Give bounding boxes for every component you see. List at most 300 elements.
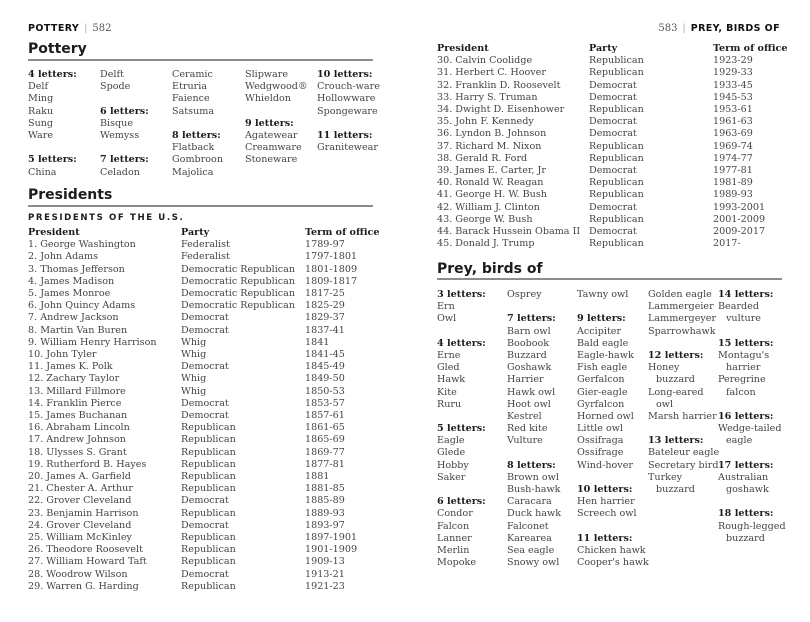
word-column [245,69,308,167]
word-column [718,289,786,545]
party: Democrat [181,361,229,373]
party: Democratic Republican [181,275,296,287]
running-head-right [658,23,780,34]
table-row [28,386,379,398]
president-name: 24. Grover Cleveland [28,519,132,531]
pottery-word-list [28,69,380,179]
party: Whig [181,336,207,348]
party: Democrat [181,324,229,336]
word-entry: Eagle [437,435,465,447]
president-name: 18. Ulysses S. Grant [28,446,127,458]
presidents-table-header [28,227,379,239]
term-of-office: 1981-89 [713,177,753,189]
president-name: 15. James Buchanan [28,410,128,422]
term-of-office: 1850-53 [305,385,345,397]
spacer [172,118,223,130]
word-entry: Hen harrier [577,496,635,508]
word-entry: Faience [172,93,210,105]
party: Democrat [589,116,637,128]
word-column [100,69,149,179]
word-entry: buzzard [656,484,695,495]
word-entry: buzzard [726,532,765,544]
word-entry: Secretary bird [648,459,719,471]
president-name: 33. Harry S. Truman [437,91,538,103]
word-entry: Falconet [507,520,549,532]
word-entry: Wedge-tailed [718,423,782,435]
party: Democratic Republican [181,288,296,300]
president-name: 17. Andrew Johnson [28,434,126,446]
word-entry: Gombroon [172,154,223,166]
party: Democrat [181,568,229,580]
word-entry: Delf [28,81,48,93]
word-entry: Tawny owl [577,289,629,300]
word-entry: Caracara [507,496,552,508]
word-entry: goshawk [726,484,769,495]
party: Democrat [589,165,637,177]
table-row [28,459,379,471]
party: Democrat [181,495,229,507]
running-head-left [28,23,111,34]
table-row [437,189,787,201]
table-row [437,177,787,189]
page-number: 582 [92,23,112,34]
president-name: 21. Chester A. Arthur [28,483,133,495]
word-entry: Sparrowhawk [648,325,716,337]
party: Democrat [589,201,637,213]
table-row [28,361,379,373]
word-entry: Ossifrage [577,447,624,459]
party: Democrat [589,226,637,238]
spacer [317,118,380,130]
letter-count-heading: 6 letters: [100,105,149,117]
term-of-office: 1861-65 [305,422,345,434]
word-entry: Montagu's [718,349,770,361]
table-row [28,569,379,581]
party: Democrat [181,410,229,422]
party: Republican [589,140,644,152]
table-row [28,544,379,556]
party: Republican [181,556,236,568]
column-header-president: President [28,227,80,238]
prey-birds-word-list [437,289,787,579]
word-entry: Mopoke [437,557,477,569]
word-entry: Brown owl [507,471,559,483]
table-row [28,520,379,532]
president-name: 23. Benjamin Harrison [28,507,139,519]
word-entry: Gier-eagle [577,386,628,398]
word-entry: Ruru [437,398,462,410]
table-row [437,238,787,250]
spacer [718,399,786,411]
pottery-rule [28,59,373,61]
party: Republican [589,55,644,67]
term-of-office: 1881-85 [305,483,345,495]
presidents-rule [28,205,373,207]
word-entry: buzzard [656,374,695,386]
word-column [172,69,223,179]
table-row [437,165,787,177]
president-name: 12. Zachary Taylor [28,373,120,385]
term-of-office: 1837-41 [305,324,345,336]
party: Republican [589,238,644,250]
word-entry: Saker [437,471,466,483]
table-row [28,300,379,312]
letter-count-heading: 13 letters: [648,435,704,447]
party: Republican [181,422,236,434]
table-row [437,55,787,67]
table-row [437,226,787,238]
column-header-party: Party [181,227,210,238]
term-of-office: 1825-29 [305,300,345,312]
word-entry: Erne [437,349,461,361]
party: Democrat [181,312,229,324]
term-of-office: 1809-1817 [305,275,358,287]
party: Republican [181,471,236,483]
term-of-office: 1881 [305,471,330,483]
pottery-title: Pottery [28,41,87,57]
word-entry: Wedgwood® [245,81,308,93]
spacer [718,496,786,508]
word-entry: Slipware [245,69,289,80]
word-entry: Honey [648,362,680,374]
word-entry: Lammergeyer [648,313,717,325]
letter-count-heading: 5 letters: [28,154,77,166]
word-entry: Boobook [507,337,550,349]
presidents-subtitle: PRESIDENTS OF THE U.S. [28,213,185,223]
president-name: 3. Thomas Jefferson [28,263,125,275]
letter-count-heading: 16 letters: [718,410,774,422]
word-entry: Glede [437,447,466,459]
running-head-section: PREY, BIRDS OF [690,23,780,34]
term-of-office: 1945-53 [713,91,753,103]
word-entry: Raku [28,105,54,117]
word-entry: Turkey [648,471,683,483]
spacer [648,338,719,350]
term-of-office: 2017- [713,238,741,250]
word-column [648,289,719,496]
word-entry: Horned owl [577,410,634,422]
table-row [437,116,787,128]
term-of-office: 1797-1801 [305,251,358,263]
letter-count-heading: 10 letters: [317,69,373,80]
party: Democrat [589,79,637,91]
word-entry: Whieldon [245,93,291,105]
term-of-office: 1853-57 [305,397,345,409]
president-name: 42. William J. Clinton [437,201,540,213]
word-entry: Rough-legged [718,520,786,532]
president-name: 8. Martin Van Buren [28,324,128,336]
table-row [437,67,787,79]
table-row [437,153,787,165]
term-of-office: 1801-1809 [305,263,358,275]
president-name: 29. Warren G. Harding [28,580,139,592]
president-name: 20. James A. Garfield [28,471,131,483]
word-entry: Ossifraga [577,435,624,447]
letter-count-heading: 11 letters: [577,532,633,544]
president-name: 31. Herbert C. Hoover [437,67,546,79]
column-header-term: Term of office [305,227,380,238]
president-name: 45. Donald J. Trump [437,238,535,250]
term-of-office: 1977-81 [713,165,753,177]
word-entry: Lanner [437,532,472,544]
table-row [28,337,379,349]
right-page [405,0,810,622]
word-entry: Kestrel [507,410,542,422]
prey-birds-rule [437,278,782,280]
spacer [577,521,649,533]
table-row [28,251,379,263]
party: Republican [181,446,236,458]
letter-count-heading: 7 letters: [507,313,556,325]
word-entry: owl [656,398,674,410]
table-row [28,556,379,568]
letter-count-heading: 4 letters: [28,69,77,80]
president-name: 16. Abraham Lincoln [28,422,130,434]
term-of-office: 1865-69 [305,434,345,446]
party: Federalist [181,239,230,251]
president-name: 28. Woodrow Wilson [28,568,128,580]
table-row [28,398,379,410]
president-name: 38. Gerald R. Ford [437,152,528,164]
president-name: 35. John F. Kennedy [437,116,534,128]
table-row [437,128,787,140]
letter-count-heading: 6 letters: [437,496,486,508]
party: Democrat [589,91,637,103]
term-of-office: 1913-21 [305,568,345,580]
president-name: 30. Calvin Coolidge [437,55,533,67]
word-entry: Satsuma [172,105,215,117]
president-name: 44. Barack Hussein Obama II [437,226,581,238]
table-row [437,141,787,153]
letter-count-heading: 14 letters: [718,289,774,300]
term-of-office: 1989-93 [713,189,753,201]
table-row [28,508,379,520]
word-entry: Crouch-ware [317,81,380,93]
president-name: 34. Dwight D. Eisenhower [437,104,565,116]
table-row [28,239,379,251]
word-entry: Chicken hawk [577,544,646,556]
word-entry: Wemyss [100,129,140,141]
spacer [577,472,649,484]
president-name: 39. James E. Carter, Jr [437,165,546,177]
president-name: 19. Rutherford B. Hayes [28,458,147,470]
president-name: 11. James K. Polk [28,361,113,373]
term-of-office: 1909-13 [305,556,345,568]
term-of-office: 1901-1909 [305,544,358,556]
word-entry: Sea eagle [507,544,555,556]
party: Republican [181,544,236,556]
word-entry: China [28,166,57,178]
term-of-office: 1921-23 [305,580,345,592]
column-header-term: Term of office [713,43,788,54]
word-entry: falcon [726,386,756,398]
word-entry: Hawk owl [507,386,556,398]
letter-count-heading: 11 letters: [317,129,373,141]
word-entry: Duck hawk [507,508,562,520]
word-entry: Condor [437,508,473,520]
term-of-office: 1893-97 [305,519,345,531]
word-entry: Spode [100,81,131,93]
term-of-office: 1974-77 [713,152,753,164]
term-of-office: 2001-2009 [713,213,766,225]
word-entry: Screech owl [577,508,637,520]
term-of-office: 1789-97 [305,239,345,251]
party: Republican [589,177,644,189]
word-entry: Ware [28,129,54,141]
word-entry: Goshawk [507,362,552,374]
spacer [28,142,77,154]
term-of-office: 1869-77 [305,446,345,458]
prey-birds-title: Prey, birds of [437,261,543,277]
word-entry: Bateleur eagle [648,447,720,459]
word-column [577,289,649,569]
president-name: 43. George W. Bush [437,213,533,225]
word-entry: Peregrine [718,374,766,386]
word-entry: Fish eagle [577,362,628,374]
letter-count-heading: 8 letters: [507,459,556,471]
word-column [28,69,77,179]
letter-count-heading: 3 letters: [437,289,486,300]
letter-count-heading: 8 letters: [172,129,221,141]
presidents-table-header [437,43,787,55]
president-name: 37. Richard M. Nixon [437,140,542,152]
letter-count-heading: 4 letters: [437,337,486,349]
party: Democrat [181,519,229,531]
table-row [28,495,379,507]
table-row [437,80,787,92]
word-entry: Vulture [507,435,543,447]
term-of-office: 1845-49 [305,361,345,373]
party: Republican [181,507,236,519]
table-row [437,92,787,104]
word-entry: Marsh harrier [648,410,717,422]
president-name: 5. James Monroe [28,288,111,300]
table-row [437,202,787,214]
term-of-office: 1829-37 [305,312,345,324]
word-entry: Hawk [437,374,466,386]
presidents-table [28,227,379,593]
letter-count-heading: 5 letters: [437,423,486,435]
word-entry: Barn owl [507,325,551,337]
word-entry: Granitewear [317,142,378,154]
term-of-office: 1993-2001 [713,201,766,213]
running-head-separator: | [84,23,88,34]
term-of-office: 1953-61 [713,104,753,116]
word-entry: Kite [437,386,457,398]
party: Republican [589,189,644,201]
word-entry: Buzzard [507,349,547,361]
party: Democrat [589,128,637,140]
term-of-office: 1969-74 [713,140,753,152]
table-row [28,410,379,422]
party: Republican [181,458,236,470]
word-entry: Harrier [507,374,544,386]
table-row [28,581,379,593]
table-row [28,312,379,324]
word-entry: Accipiter [577,325,622,337]
word-entry: Stoneware [245,154,298,166]
president-name: 41. George H. W. Bush [437,189,547,201]
term-of-office: 1841-45 [305,349,345,361]
president-name: 27. William Howard Taft [28,556,147,568]
word-column [437,289,486,569]
term-of-office: 1923-29 [713,55,753,67]
table-row [28,447,379,459]
word-entry: Eagle-hawk [577,349,634,361]
word-entry: Red kite [507,423,548,435]
party: Republican [181,580,236,592]
letter-count-heading: 18 letters: [718,508,774,520]
president-name: 25. William McKinley [28,532,132,544]
word-entry: Cooper's hawk [577,557,649,569]
table-row [28,434,379,446]
spacer [507,447,561,459]
word-entry: Lammergeier [648,301,714,313]
spacer [437,484,486,496]
party: Whig [181,385,207,397]
word-entry: Hollowware [317,93,376,105]
term-of-office: 1841 [305,336,330,348]
term-of-office: 1885-89 [305,495,345,507]
word-entry: Golden eagle [648,289,712,300]
word-entry: Spongeware [317,105,378,117]
letter-count-heading: 7 letters: [100,154,149,166]
word-entry: Falcon [437,520,470,532]
page-number: 583 [658,23,678,34]
word-entry: Etruria [172,81,207,93]
spacer [245,106,308,118]
word-entry: Flatback [172,142,215,154]
president-name: 9. William Henry Harrison [28,336,157,348]
president-name: 2. John Adams [28,251,99,263]
letter-count-heading: 17 letters: [718,459,774,471]
president-name: 6. John Quincy Adams [28,300,136,312]
column-header-president: President [437,43,489,54]
party: Whig [181,349,207,361]
party: Federalist [181,251,230,263]
word-entry: vulture [726,313,761,325]
word-entry: Bearded [718,301,759,313]
table-row [437,214,787,226]
presidents-title: Presidents [28,187,113,203]
party: Democratic Republican [181,263,296,275]
letter-count-heading: 9 letters: [577,313,626,325]
table-row [28,288,379,300]
table-row [28,325,379,337]
party: Republican [589,152,644,164]
table-row [28,349,379,361]
word-entry: Celadon [100,166,140,178]
spacer [577,301,649,313]
word-entry: Gyrfalcon [577,398,625,410]
word-entry: Gled [437,362,460,374]
term-of-office: 2009-2017 [713,226,766,238]
term-of-office: 1963-69 [713,128,753,140]
term-of-office: 1877-81 [305,458,345,470]
word-entry: Bald eagle [577,337,629,349]
president-name: 14. Franklin Pierce [28,397,122,409]
term-of-office: 1857-61 [305,410,345,422]
word-entry: Creamware [245,142,302,154]
party: Republican [589,213,644,225]
table-row [28,264,379,276]
spacer [648,423,719,435]
letter-count-heading: 12 letters: [648,349,704,361]
spacer [100,142,149,154]
table-row [28,532,379,544]
presidents-table-continued [437,43,787,250]
term-of-office: 1961-63 [713,116,753,128]
